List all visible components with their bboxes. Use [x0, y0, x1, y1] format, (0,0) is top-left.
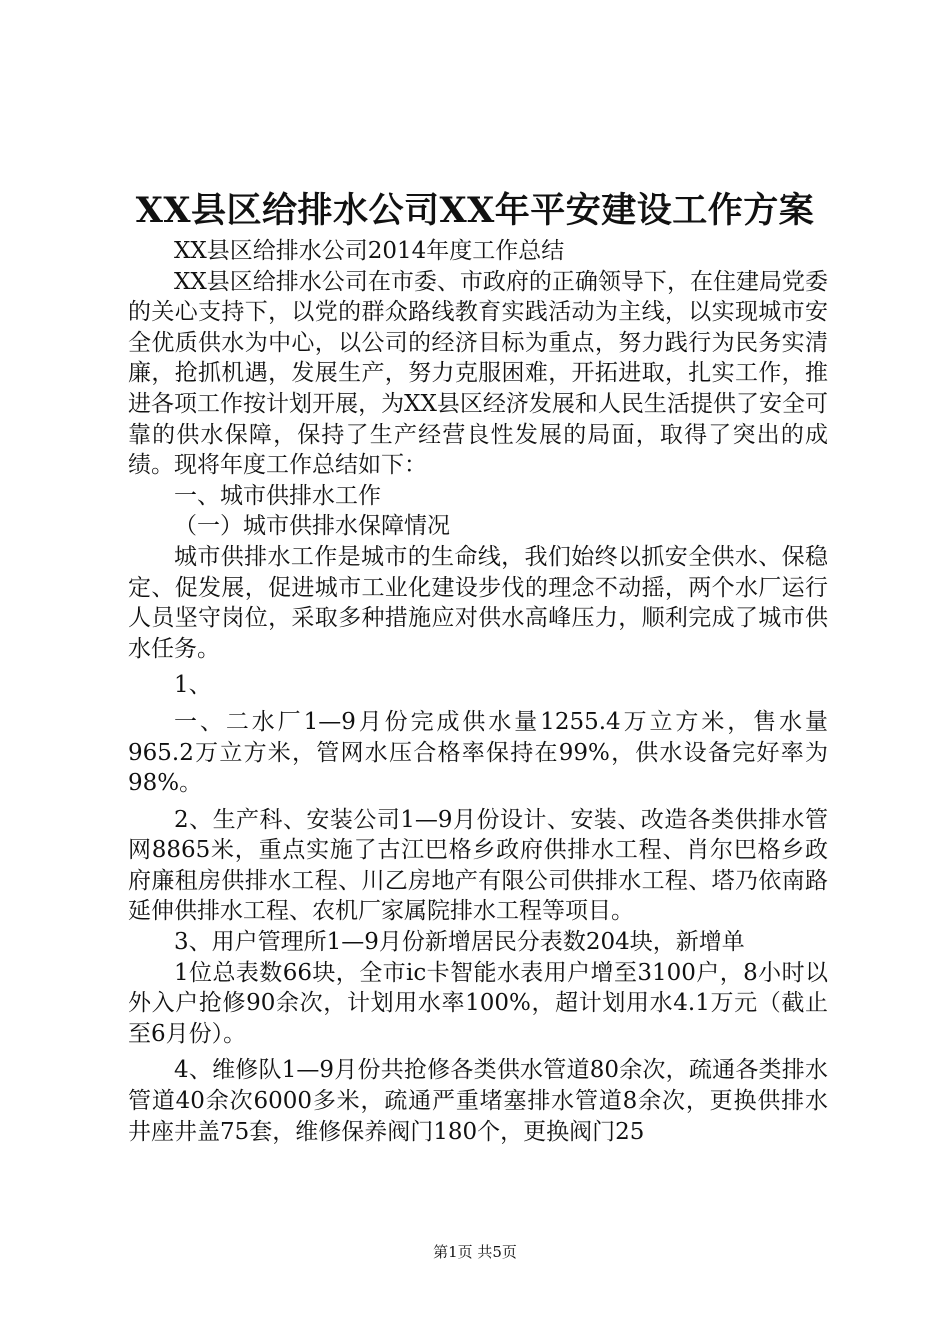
subsection-heading: （一）城市供排水保障情况 — [174, 513, 450, 540]
page-number: 第1页 共5页 — [433, 1243, 517, 1261]
paragraph-item-4: 4、维修队1—9月份共抢修各类供水管道80余次，疏通各类排水管道40余次6000多米，疏通严重堵塞排水管道8余次，更换供排水井座井盖75套，维修保养阀门180个，更换阀门25 — [128, 1057, 828, 1145]
paragraph-intro: XX县区给排水公司在市委、市政府的正确领导下，在住建局党委的关心支持下，以党的群众路线教育实践活动为主线，以实现城市安全优质供水为中心，以公司的经济目标为重点，努力践行为民务实清廉，抢抓机遇，发展生产，努力克服困难，开拓进取，扎实工作，推进各项工作按计划开展，为XX县区经济发展和人民生活提供了安全可靠的供水保障，保持了生产经营良性发展的局面，取得了突出的成绩。现将年度工作总结如下： — [128, 268, 828, 479]
paragraph-item-2: 2、生产科、安装公司1—9月份设计、安装、改造各类供排水管网8865米，重点实施了古江巴格乡政府供排水工程、肖尔巴格乡政府廉租房供排水工程、川乙房地产有限公司供排水工程、塔乃依南路延伸供排水工程、农机厂家属院排水工程等项目。 — [128, 806, 828, 925]
paragraph-subtitle: XX县区给排水公司2014年度工作总结 — [174, 238, 565, 264]
document-body — [128, 236, 828, 1147]
paragraph-overview: 城市供排水工作是城市的生命线，我们始终以抓安全供水、保稳定、促发展，促进城市工业化建设步伐的理念不动摇，两个水厂运行人员坚守岗位，采取多种措施应对供水高峰压力，顺利完成了城市供水任务。 — [128, 543, 828, 662]
paragraph-item-3: 3、用户管理所1—9月份新增居民分表数204块，新增单 — [174, 929, 745, 956]
section-heading: 一、城市供排水工作 — [174, 482, 381, 509]
item-number-1: 1、 — [174, 672, 212, 699]
paragraph-item-3-cont: 1位总表数66块，全市ic卡智能水表用户增至3100户，8小时以外入户抢修90余次，计划用水率100%，超计划用水4.1万元（截止至6月份）。 — [128, 959, 828, 1047]
document-title: XX县区给排水公司XX年平安建设工作方案 — [135, 190, 815, 231]
paragraph-item-1: 一、二水厂1—9月份完成供水量1255.4万立方米，售水量965.2万立方米，管网水压合格率保持在99%，供水设备完好率为98%。 — [128, 708, 828, 797]
